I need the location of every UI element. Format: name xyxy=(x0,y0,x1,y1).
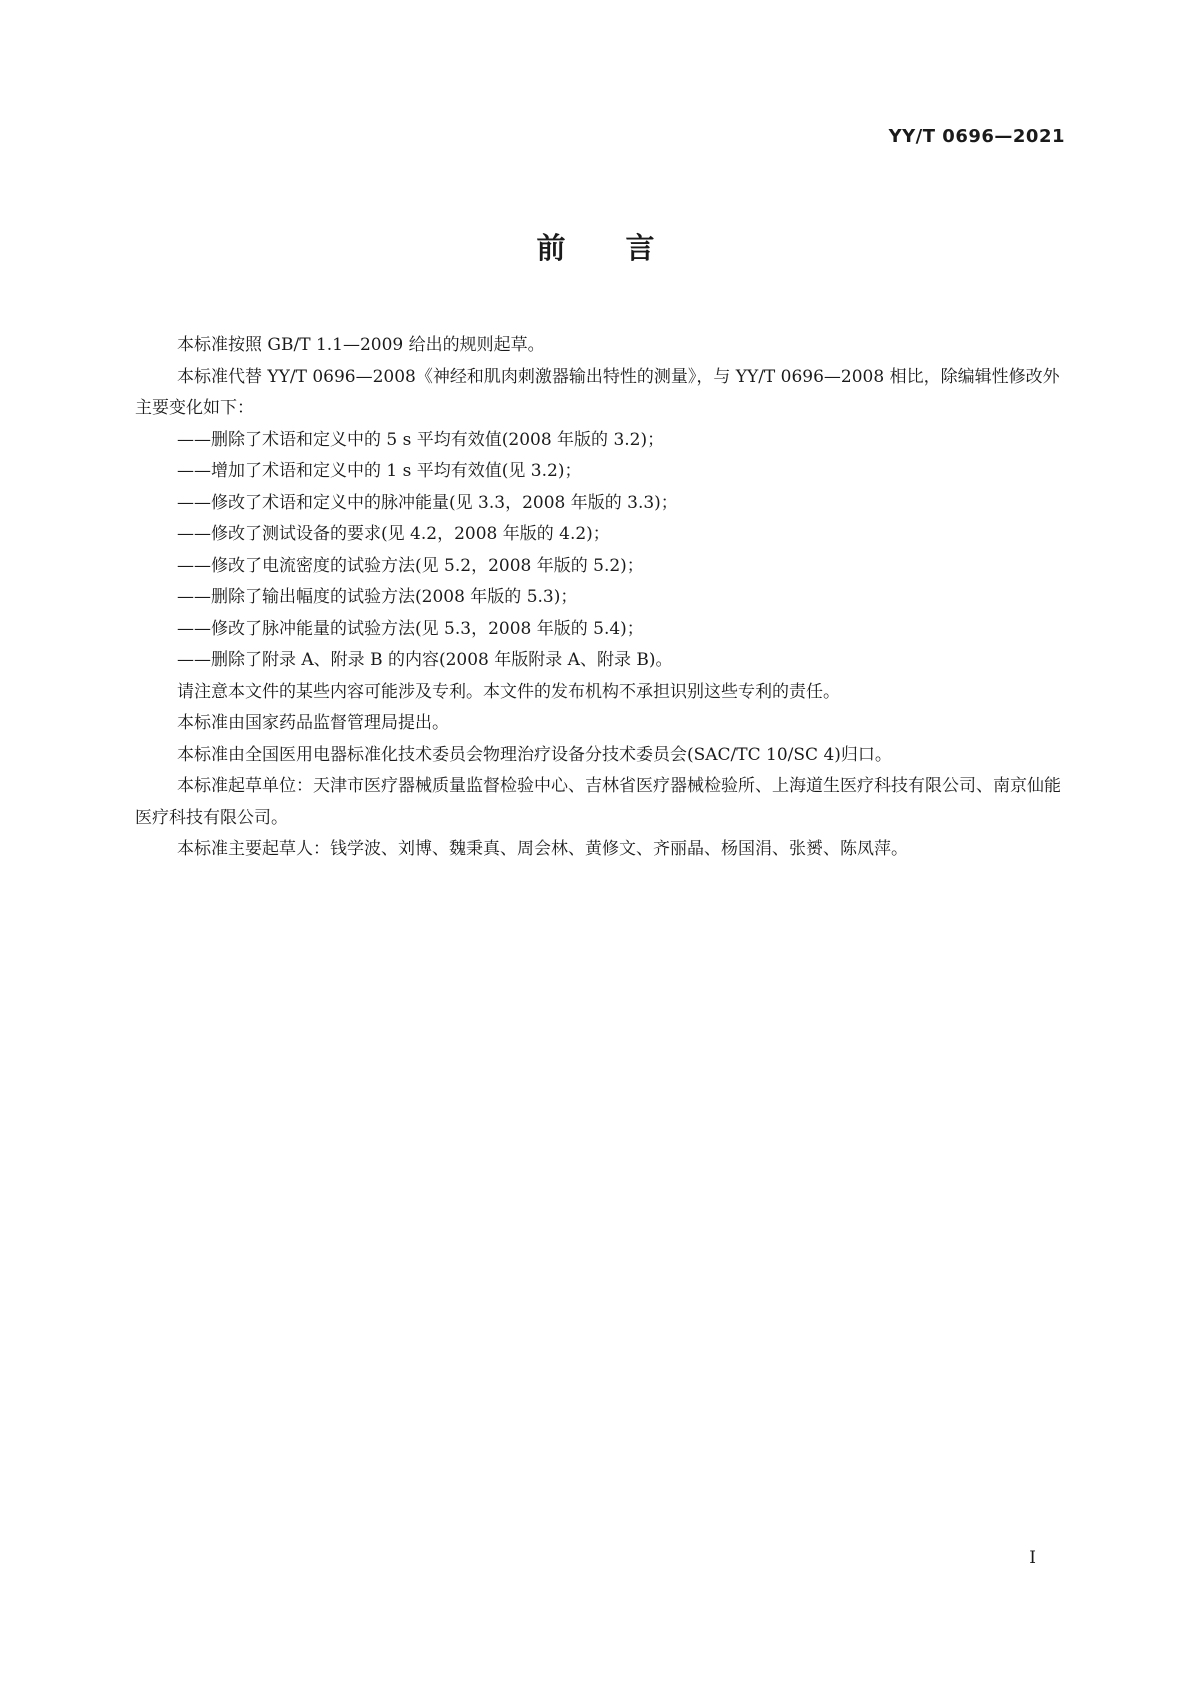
drafters-paragraph: 本标准主要起草人：钱学波、刘博、魏秉真、周会林、黄修文、齐丽晶、杨国涓、张赟、陈凤萍。 xyxy=(177,839,908,859)
standard-code: YY/T 0696—2021 xyxy=(888,126,1065,147)
list-item: ——删除了附录 A、附录 B 的内容(2008 年版附录 A、附录 B)。 xyxy=(177,650,673,670)
patent-notice-paragraph: 请注意本文件的某些内容可能涉及专利。本文件的发布机构不承担识别这些专利的责任。 xyxy=(177,681,840,702)
drafting-rules-paragraph: 本标准按照 GB/T 1.1—2009 给出的规则起草。 xyxy=(177,335,545,355)
page-title: 前言 xyxy=(536,231,715,265)
committee-paragraph: 本标准由全国医用电器标准化技术委员会物理治疗设备分技术委员会(SAC/TC 10/SC 4)归口。 xyxy=(177,744,892,765)
list-item: ——修改了术语和定义中的脉冲能量(见 3.3，2008 年版的 3.3)； xyxy=(177,492,678,513)
foreword-body xyxy=(135,330,1065,866)
replacement-paragraph: 本标准代替 YY/T 0696—2008《神经和肌肉刺激器输出特性的测量》，与 YY/T 0696—2008 相比，除编辑性修改外主要变化如下： xyxy=(135,366,1060,418)
changes-list xyxy=(135,425,1065,677)
list-item: ——修改了电流密度的试验方法(见 5.2，2008 年版的 5.2)； xyxy=(177,555,644,576)
drafting-units-paragraph: 本标准起草单位：天津市医疗器械质量监督检验中心、吉林省医疗器械检验所、上海道生医疗科技有限公司、南京仙能医疗科技有限公司。 xyxy=(135,776,1061,828)
list-item: ——删除了输出幅度的试验方法(2008 年版的 5.3)； xyxy=(177,587,578,607)
page-number: I xyxy=(1029,1548,1036,1568)
list-item: ——增加了术语和定义中的 1 s 平均有效值(见 3.2)； xyxy=(177,461,582,481)
list-item: ——删除了术语和定义中的 5 s 平均有效值(2008 年版的 3.2)； xyxy=(177,429,665,450)
list-item: ——修改了测试设备的要求(见 4.2，2008 年版的 4.2)； xyxy=(177,524,610,544)
proposer-paragraph: 本标准由国家药品监督管理局提出。 xyxy=(177,713,449,733)
list-item: ——修改了脉冲能量的试验方法(见 5.3，2008 年版的 5.4)； xyxy=(177,618,644,639)
